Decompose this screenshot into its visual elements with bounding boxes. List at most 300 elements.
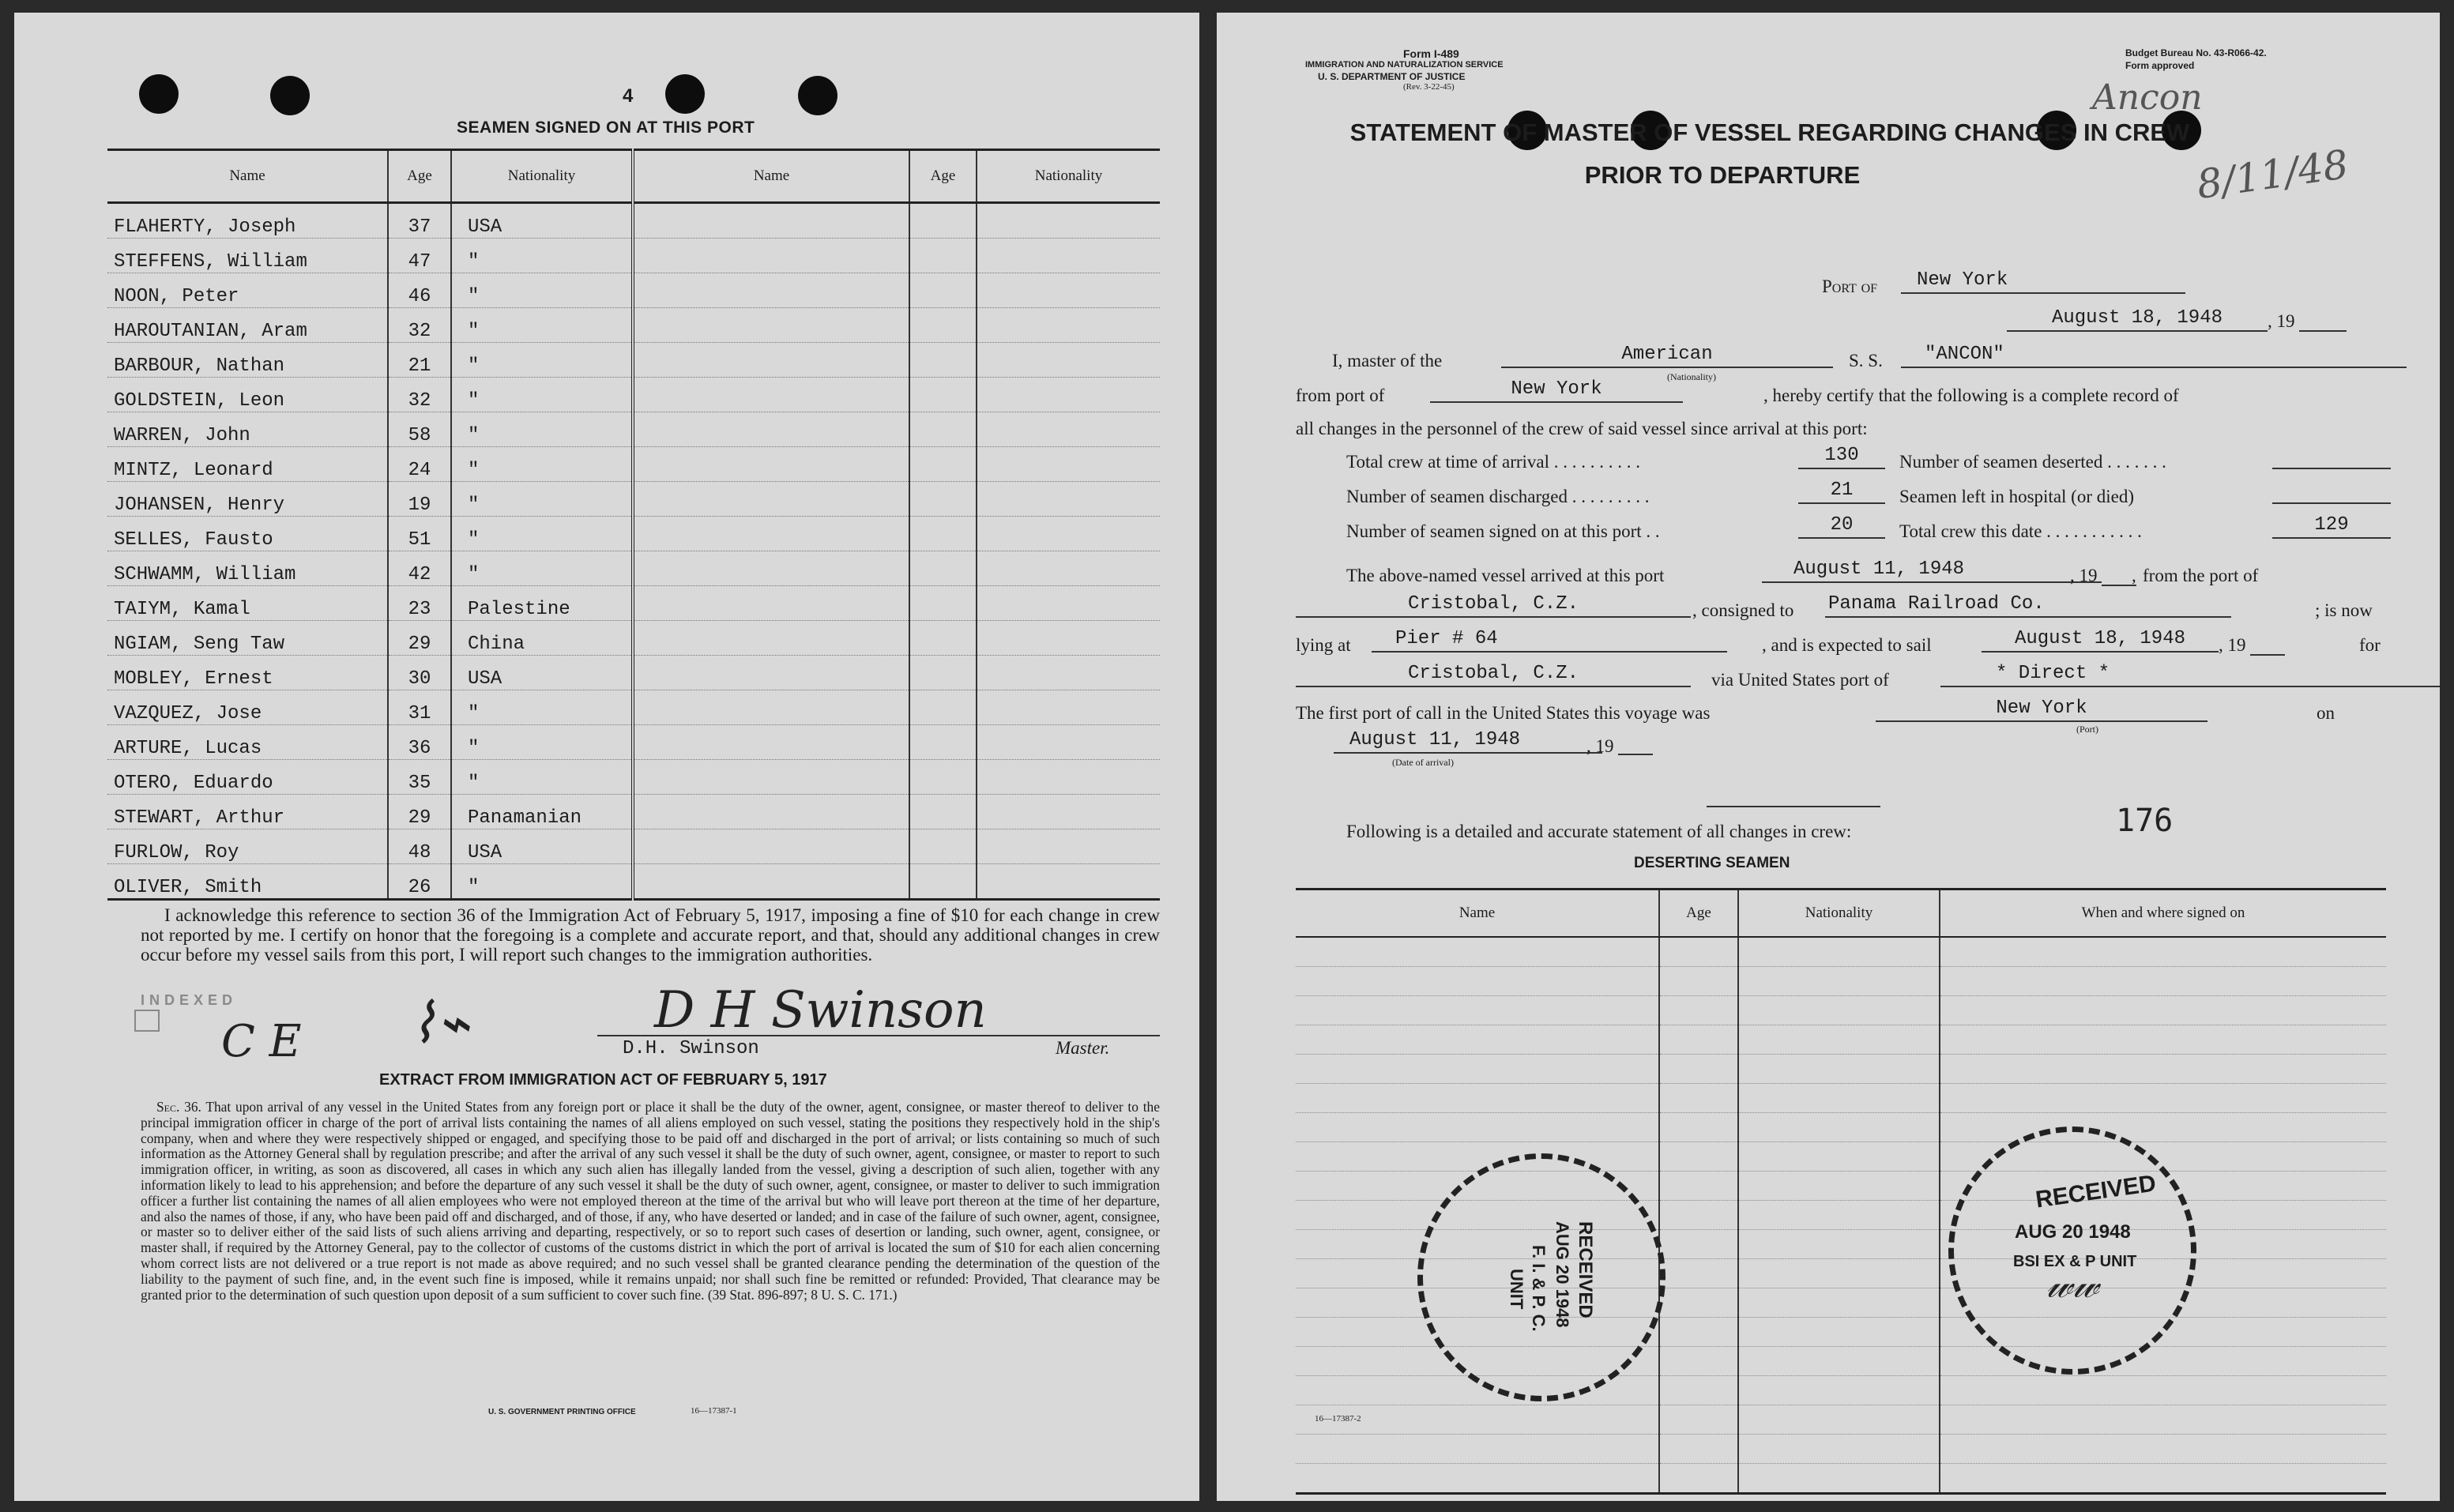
port-of-label: Port of [1822, 276, 1878, 296]
hospital-field [2272, 479, 2391, 504]
empty-cell [909, 517, 977, 551]
seaman-nationality: " [451, 864, 633, 900]
empty-cell [633, 273, 909, 308]
empty-cell [1738, 1464, 1940, 1494]
empty-cell [633, 760, 909, 795]
seaman-age: 21 [388, 343, 451, 378]
seaman-age: 36 [388, 725, 451, 760]
printing-office: U. S. GOVERNMENT PRINTING OFFICE [488, 1408, 636, 1416]
year-suffix: , 19 [1586, 736, 1614, 756]
seaman-nationality: USA [451, 829, 633, 864]
port-caption: (Port) [2076, 724, 2098, 735]
empty-cell [977, 412, 1160, 447]
seaman-name: STEFFENS, William [107, 239, 388, 273]
empty-cell [1659, 1464, 1738, 1494]
seaman-nationality: USA [451, 203, 633, 239]
separator-line [1707, 806, 1880, 807]
empty-cell [1940, 937, 2386, 967]
extract-title: EXTRACT FROM IMMIGRATION ACT OF FEBRUARY 5, 1917 [379, 1071, 827, 1089]
agency-line-1: IMMIGRATION AND NATURALIZATION SERVICE [1305, 60, 1504, 70]
year-suffix: , 19 [2268, 311, 2295, 331]
handwritten-date: 8/11/48 [2193, 141, 2351, 209]
empty-cell [633, 656, 909, 690]
form-revision: (Rev. 3-22-45) [1403, 82, 1455, 92]
seaman-name: HAROUTANIAN, Aram [107, 308, 388, 343]
seaman-nationality: " [451, 412, 633, 447]
vessel-name-field: "ANCON" [1901, 343, 2407, 368]
seaman-nationality: " [451, 725, 633, 760]
empty-cell [909, 447, 977, 482]
discharged-label: Number of seamen discharged . . . . . . . . . [1346, 487, 1650, 506]
master-typed-name: D.H. Swinson [623, 1038, 759, 1059]
seaman-name: FURLOW, Roy [107, 829, 388, 864]
table-row [107, 517, 1160, 551]
empty-cell [1738, 1347, 1940, 1376]
seaman-name: MOBLEY, Ernest [107, 656, 388, 690]
seaman-name: SELLES, Fausto [107, 517, 388, 551]
form-number: Form I-489 [1403, 47, 1459, 60]
seaman-nationality: " [451, 551, 633, 586]
seaman-nationality: " [451, 447, 633, 482]
empty-cell [1659, 1201, 1738, 1230]
table-row [1296, 1142, 2386, 1172]
seaman-nationality: " [451, 760, 633, 795]
table-row [107, 795, 1160, 829]
column-header-nationality: Nationality [977, 150, 1160, 203]
empty-cell [633, 378, 909, 412]
empty-cell [633, 551, 909, 586]
on-label: on [2317, 703, 2335, 723]
seaman-nationality: " [451, 378, 633, 412]
table-row [107, 586, 1160, 621]
section-label: Sec. 36. [156, 1099, 201, 1115]
discharged-field: 21 [1798, 479, 1885, 504]
empty-cell [1296, 1142, 1659, 1172]
punch-hole [270, 76, 310, 115]
seaman-age: 29 [388, 795, 451, 829]
table-row [107, 690, 1160, 725]
following-text: Following is a detailed and accurate statement of all changes in crew: [1346, 822, 1852, 841]
empty-cell [1738, 937, 1940, 967]
empty-cell [633, 447, 909, 482]
column-header-name: Name [633, 150, 909, 203]
via-label: via United States port of [1711, 670, 1889, 690]
seaman-age: 58 [388, 412, 451, 447]
table-row [1296, 996, 2386, 1025]
date-field: August 18, 1948 [2007, 307, 2268, 332]
empty-cell [1940, 1405, 2386, 1435]
column-header-age: Age [1659, 890, 1738, 938]
seaman-name: ARTURE, Lucas [107, 725, 388, 760]
port-of-field: New York [1901, 269, 2185, 294]
from-port-of-label: from the port of [2143, 566, 2259, 585]
empty-cell [1940, 967, 2386, 996]
table-row [107, 829, 1160, 864]
empty-cell [1659, 1172, 1738, 1201]
total-crew-arrival-label: Total crew at time of arrival . . . . . . . . . . [1346, 452, 1641, 472]
empty-cell [1738, 1084, 1940, 1113]
empty-cell [1738, 1376, 1940, 1405]
is-now-label: ; is now [2315, 600, 2373, 620]
via-field: * Direct * [1940, 662, 2440, 687]
seaman-age: 37 [388, 203, 451, 239]
empty-cell [909, 725, 977, 760]
empty-cell [909, 343, 977, 378]
table-row [107, 551, 1160, 586]
empty-cell [1659, 1259, 1738, 1288]
seaman-nationality: " [451, 273, 633, 308]
seaman-age: 23 [388, 586, 451, 621]
seaman-name: NGIAM, Seng Taw [107, 621, 388, 656]
initials-signature: C E [221, 1016, 302, 1067]
empty-cell [1940, 1376, 2386, 1405]
table-header-row [1296, 890, 2386, 938]
certify-text: , hereby certify that the following is a complete record of [1763, 386, 2179, 405]
stamp-center-unit-2: UNIT [1507, 1269, 1526, 1310]
column-header-age: Age [388, 150, 451, 203]
empty-cell [909, 412, 977, 447]
empty-cell [1659, 937, 1738, 967]
empty-cell [977, 864, 1160, 900]
table-row [107, 239, 1160, 273]
lying-at-field: Pier # 64 [1372, 627, 1727, 653]
total-crew-date-label: Total crew this date . . . . . . . . . . . [1899, 521, 2142, 541]
empty-cell [1296, 996, 1659, 1025]
empty-cell [977, 690, 1160, 725]
empty-cell [977, 378, 1160, 412]
stamp-right-unit: BSI EX & P UNIT [2013, 1253, 2137, 1270]
handwritten-note: Ancon [2092, 77, 2203, 118]
empty-cell [1296, 1025, 1659, 1055]
master-of-label: I, master of the [1332, 351, 1443, 370]
table-row [107, 760, 1160, 795]
table-header-row [107, 150, 1160, 203]
empty-cell [1296, 1055, 1659, 1084]
empty-cell [977, 621, 1160, 656]
empty-cell [977, 239, 1160, 273]
lying-at-label: lying at [1296, 635, 1351, 655]
arrived-from-field: Cristobal, C.Z. [1296, 592, 1691, 618]
table-row [107, 273, 1160, 308]
empty-cell [633, 864, 909, 900]
empty-cell [1738, 1113, 1940, 1142]
nationality-caption: (Nationality) [1667, 371, 1716, 382]
seaman-age: 30 [388, 656, 451, 690]
empty-cell [909, 829, 977, 864]
empty-cell [1738, 967, 1940, 996]
from-port-label: from port of [1296, 386, 1385, 405]
agency-line-2: U. S. DEPARTMENT OF JUSTICE [1318, 71, 1466, 82]
seaman-age: 32 [388, 378, 451, 412]
year-line [2250, 654, 2285, 656]
empty-cell [1738, 1230, 1940, 1259]
empty-cell [1296, 1084, 1659, 1113]
empty-cell [1738, 1142, 1940, 1172]
stamp-center-date: AUG 20 1948 [1553, 1221, 1572, 1328]
first-port-label: The first port of call in the United States this voyage was [1296, 703, 1711, 723]
table-row [1296, 1405, 2386, 1435]
seaman-age: 32 [388, 308, 451, 343]
seaman-nationality: Palestine [451, 586, 633, 621]
empty-cell [909, 586, 977, 621]
empty-cell [1659, 1025, 1738, 1055]
budget-bureau: Budget Bureau No. 43-R066-42. [2125, 47, 2267, 58]
year-line [2299, 330, 2347, 332]
empty-cell [1296, 937, 1659, 967]
empty-cell [633, 517, 909, 551]
empty-cell [977, 343, 1160, 378]
consigned-label: , consigned to [1692, 600, 1794, 620]
empty-cell [1738, 1259, 1940, 1288]
sail-date-field: August 18, 1948 [1982, 627, 2219, 653]
empty-cell [1659, 1318, 1738, 1347]
empty-cell [1659, 967, 1738, 996]
empty-cell [909, 239, 977, 273]
empty-cell [1659, 1435, 1738, 1464]
seaman-age: 26 [388, 864, 451, 900]
empty-cell [633, 482, 909, 517]
table-row [1296, 1464, 2386, 1494]
from-port-field: New York [1430, 378, 1683, 403]
empty-cell [1738, 1172, 1940, 1201]
empty-cell [977, 795, 1160, 829]
seaman-age: 47 [388, 239, 451, 273]
seaman-nationality: " [451, 239, 633, 273]
year-line [1618, 754, 1653, 755]
table-row [107, 447, 1160, 482]
certify-text-2: all changes in the personnel of the crew of said vessel since arrival at this port: [1296, 419, 1868, 438]
table-row [107, 482, 1160, 517]
empty-cell [1940, 1084, 2386, 1113]
empty-cell [1659, 996, 1738, 1025]
empty-cell [977, 586, 1160, 621]
stamp-right-initials: 𝓌𝓌 [2046, 1262, 2099, 1307]
empty-cell [1738, 1435, 1940, 1464]
punch-hole [665, 74, 705, 114]
table-row [1296, 1084, 2386, 1113]
section-citation: (39 Stat. 896-897; 8 U. S. C. 171.) [707, 1286, 898, 1303]
seaman-name: OLIVER, Smith [107, 864, 388, 900]
seaman-nationality: Panamanian [451, 795, 633, 829]
table-row [107, 621, 1160, 656]
seaman-name: SCHWAMM, William [107, 551, 388, 586]
consigned-field: Panama Railroad Co. [1825, 592, 2231, 618]
seaman-age: 51 [388, 517, 451, 551]
table-row [107, 864, 1160, 900]
deserted-field [2272, 444, 2391, 469]
seaman-name: BARBOUR, Nathan [107, 343, 388, 378]
empty-cell [633, 203, 909, 239]
empty-cell [1659, 1376, 1738, 1405]
column-header-age: Age [909, 150, 977, 203]
stamp-right-date: AUG 20 1948 [2015, 1221, 2131, 1243]
total-crew-date-field: 129 [2272, 513, 2391, 539]
empty-cell [633, 621, 909, 656]
seaman-age: 35 [388, 760, 451, 795]
empty-cell [1940, 1055, 2386, 1084]
date-arrival-caption: (Date of arrival) [1392, 757, 1454, 768]
ss-label: S. S. [1849, 351, 1883, 370]
arrived-date-field: August 11, 1948 [1762, 558, 2102, 583]
empty-cell [1296, 967, 1659, 996]
table-row [1296, 1435, 2386, 1464]
seaman-name: MINTZ, Leonard [107, 447, 388, 482]
seaman-age: 24 [388, 447, 451, 482]
nationality-field: American [1501, 343, 1833, 368]
seaman-age: 31 [388, 690, 451, 725]
seaman-nationality: " [451, 517, 633, 551]
seaman-name: WARREN, John [107, 412, 388, 447]
seaman-name: OTERO, Eduardo [107, 760, 388, 795]
seamen-signed-on-table [107, 149, 1160, 901]
section-36-text [141, 1100, 1160, 1303]
seaman-name: NOON, Peter [107, 273, 388, 308]
stamp-center-received: RECEIVED [1575, 1221, 1596, 1318]
seaman-nationality: " [451, 343, 633, 378]
expected-label: , and is expected to sail [1762, 635, 1932, 655]
column-header-name: Name [1296, 890, 1659, 938]
empty-cell [633, 239, 909, 273]
table-row [107, 656, 1160, 690]
table-row [1296, 1113, 2386, 1142]
first-arrival-field: August 11, 1948 [1334, 728, 1602, 754]
total-crew-arrival-field: 130 [1798, 444, 1885, 469]
empty-cell [977, 273, 1160, 308]
signed-on-label: Number of seamen signed on at this port . . [1346, 521, 1660, 541]
empty-cell [1659, 1084, 1738, 1113]
year-suffix: , 19 [2219, 635, 2246, 655]
destination-field: Cristobal, C.Z. [1296, 662, 1691, 687]
seaman-name: GOLDSTEIN, Leon [107, 378, 388, 412]
right-page [1217, 13, 2440, 1501]
empty-cell [909, 656, 977, 690]
seaman-age: 19 [388, 482, 451, 517]
empty-cell [633, 829, 909, 864]
empty-cell [1738, 1055, 1940, 1084]
column-header-nationality: Nationality [451, 150, 633, 203]
table-row [107, 203, 1160, 239]
left-page [14, 13, 1199, 1501]
indexed-stamp: INDEXED [141, 992, 238, 1008]
table-row [1296, 967, 2386, 996]
punch-hole [139, 74, 179, 114]
seaman-nationality: " [451, 482, 633, 517]
seaman-nationality: China [451, 621, 633, 656]
empty-cell [909, 203, 977, 239]
page-number: 4 [623, 85, 634, 107]
empty-cell [1738, 1405, 1940, 1435]
stamp-center-unit-1: F. I. & P. C. [1529, 1245, 1549, 1332]
empty-cell [1659, 1113, 1738, 1142]
form-approved: Form approved [2125, 60, 2195, 71]
column-header-name: Name [107, 150, 388, 203]
empty-cell [1940, 1113, 2386, 1142]
empty-cell [909, 308, 977, 343]
empty-cell [977, 203, 1160, 239]
empty-cell [977, 482, 1160, 517]
from-port-of-comma: , [2132, 566, 2136, 585]
empty-cell [633, 690, 909, 725]
empty-cell [633, 343, 909, 378]
empty-cell [633, 586, 909, 621]
empty-cell [1940, 1464, 2386, 1494]
form-code: 16—17387-1 [691, 1406, 737, 1416]
table-row [107, 378, 1160, 412]
indexed-box [134, 1010, 160, 1032]
empty-cell [909, 864, 977, 900]
empty-cell [977, 725, 1160, 760]
empty-cell [1738, 1025, 1940, 1055]
empty-cell [1659, 1142, 1738, 1172]
empty-cell [909, 482, 977, 517]
seaman-nationality: " [451, 308, 633, 343]
master-signature: D H Swinson [654, 981, 987, 1040]
first-port-field: New York [1876, 697, 2207, 722]
form-title-line-2: PRIOR TO DEPARTURE [1584, 161, 1861, 189]
empty-cell [633, 412, 909, 447]
table-title: SEAMEN SIGNED ON AT THIS PORT [457, 118, 755, 137]
empty-cell [977, 447, 1160, 482]
master-label: Master. [1056, 1038, 1110, 1058]
empty-cell [909, 690, 977, 725]
empty-cell [977, 829, 1160, 864]
seaman-age: 48 [388, 829, 451, 864]
table-row [1296, 1376, 2386, 1405]
empty-cell [1940, 1025, 2386, 1055]
empty-cell [1940, 996, 2386, 1025]
punch-hole [798, 76, 837, 115]
empty-cell [977, 308, 1160, 343]
empty-cell [1659, 1347, 1738, 1376]
empty-cell [1659, 1230, 1738, 1259]
empty-cell [1659, 1288, 1738, 1318]
seaman-name: TAIYM, Kamal [107, 586, 388, 621]
empty-cell [909, 551, 977, 586]
table-row [107, 308, 1160, 343]
section-body: That upon arrival of any vessel in the United States from any foreign port or place it shall be the duty of the owner, agent, consignee, or master thereof to deliver to the principal immigration officer in charge of the port of arrival lists containing the names of all aliens employed on such vessel, stating the positions they respectively hold in the ship's company, when and where they were respectively shipped or engaged, and specifying those to be paid off and discharged in the port of arrival; or lists containing so much of such information as the Attorney General shall by regulation prescribe; and after the arrival of any such vessel it shall be the duty of such owner, agent, consignee, or master to report to such immigration officer, in writing, as soon as discovered, all cases in which any such alien has illegally landed from the vessel, giving a description of such alien, together with any information likely to lead to his apprehension; and before the departure of any such vessel it shall be the duty of such owner, agent, consignee, or master to deliver to such immigration officer a further list containing the names of all alien employees who were not employed thereon at the time of the arrival but who will leave port thereon at the time of her departure, and also the names of those, if any, who have been paid off and discharged, and of those, if any, who have deserted or landed; and in case of the failure of such owner, agent, consignee, or master so to deliver either of the said lists of such aliens arriving and departing, respectively, or so to report such cases of desertion or landing, such owner, agent, consignee, or master shall, if required by the Attorney General, pay to the collector of customs of the customs district in which the port of arrival is located the sum of $10 for each alien concerning whom correct lists are not delivered or a true report is not made as above required; and no such vessel shall be granted clearance pending the determination of the question of the liability to the payment of such fine, and, in the event such fine is imposed, while it remains unpaid; nor shall such fine be remitted or refunded: Provided, That clearance may be granted prior to the determination of such question upon deposit of a sum sufficient to cover such fine. [141, 1099, 1160, 1303]
for-label: for [2359, 635, 2381, 655]
handwritten-number: 176 [2116, 803, 2174, 839]
signature-line [597, 1035, 1160, 1036]
empty-cell [909, 760, 977, 795]
seaman-name: VAZQUEZ, Jose [107, 690, 388, 725]
form-code: 16—17387-2 [1315, 1414, 1361, 1424]
seaman-age: 46 [388, 273, 451, 308]
acknowledgement-text: I acknowledge this reference to section 36 of the Immigration Act of February 5, 1917, imposing a fine of $10 for each change in crew not reported by me. I certify on honor that the foregoing is a complete and accurate report, and that, should any additional changes in crew occur before my vessel sails from this port, I will report such changes to the immigration authorities. [141, 905, 1160, 965]
empty-cell [1659, 1055, 1738, 1084]
empty-cell [977, 517, 1160, 551]
year-suffix: , 19 [2070, 566, 2098, 585]
empty-cell [1738, 1288, 1940, 1318]
empty-cell [633, 795, 909, 829]
empty-cell [909, 795, 977, 829]
empty-cell [1296, 1464, 1659, 1494]
scribble-signature: ⌇⌁ [409, 991, 470, 1055]
seaman-name: STEWART, Arthur [107, 795, 388, 829]
hospital-label: Seamen left in hospital (or died) [1899, 487, 2135, 506]
empty-cell [1296, 1113, 1659, 1142]
table-row [107, 343, 1160, 378]
empty-cell [977, 551, 1160, 586]
seaman-age: 29 [388, 621, 451, 656]
signed-on-field: 20 [1798, 513, 1885, 539]
empty-cell [1296, 1435, 1659, 1464]
deserting-title: DESERTING SEAMEN [1634, 855, 1790, 871]
seaman-age: 42 [388, 551, 451, 586]
table-row [1296, 1025, 2386, 1055]
arrived-label: The above-named vessel arrived at this port [1346, 566, 1665, 585]
empty-cell [1738, 1318, 1940, 1347]
